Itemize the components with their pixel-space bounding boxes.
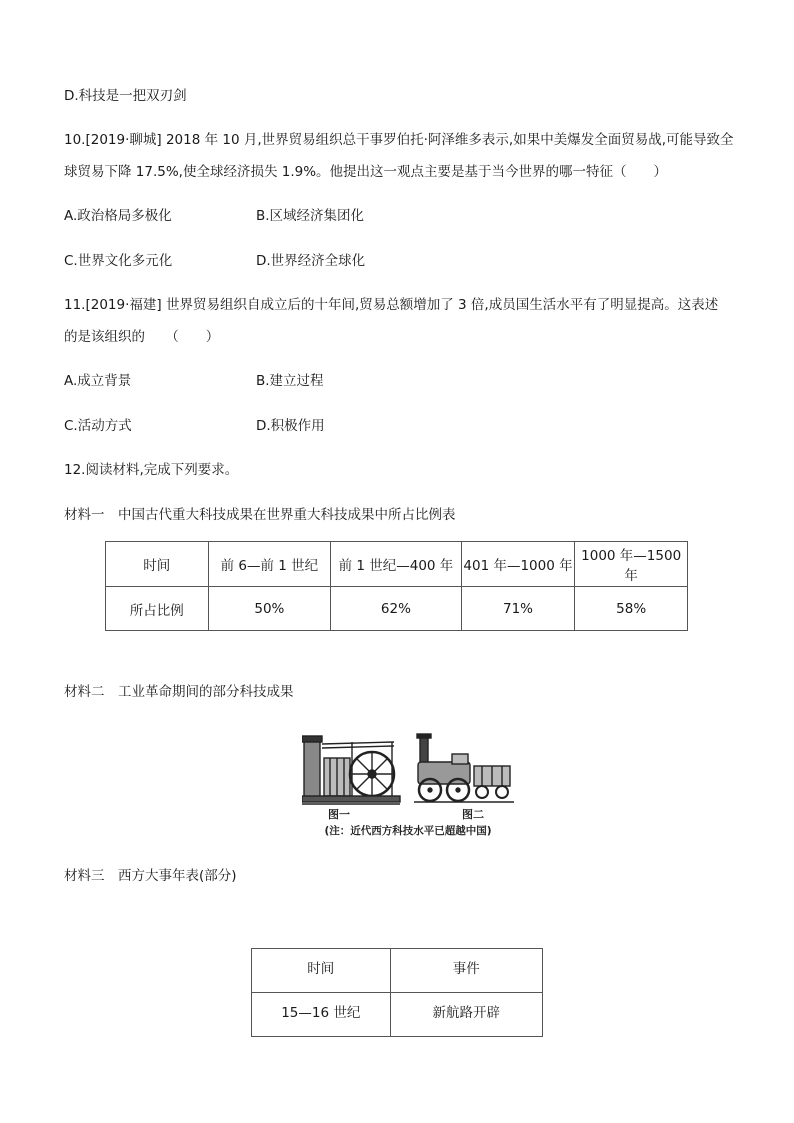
table-header-cell: 前 6—前 1 世纪	[208, 542, 331, 587]
table-cell: 62%	[331, 587, 462, 631]
table-cell: 50%	[208, 587, 331, 631]
table-cell: 新航路开辟	[390, 993, 542, 1037]
table-header-cell: 时间	[106, 542, 209, 587]
q10-stem-line1: 10.[2019·聊城] 2018 年 10 月,世界贸易组织总干事罗伯托·阿泽维多表示,如果中美爆发全面贸易战,可能导致全	[64, 132, 734, 148]
table-cell: 71%	[461, 587, 575, 631]
q10-option-c: C.世界文化多元化	[64, 253, 173, 269]
q10-option-d: D.世界经济全球化	[256, 253, 366, 269]
table-header-cell: 前 1 世纪—400 年	[331, 542, 462, 587]
figure-note: (注：近代西方科技水平已超越中国)	[324, 825, 492, 837]
material3-table	[251, 948, 543, 1037]
q9-option-d: D.科技是一把双刃剑	[64, 88, 187, 104]
steam-engine-image	[302, 736, 400, 804]
q11-stem-line2: 的是该组织的 （ ）	[64, 329, 220, 345]
material1-header-row	[106, 542, 688, 587]
table-header-cell: 时间	[252, 949, 391, 993]
table-header-cell: 401 年—1000 年	[461, 542, 575, 587]
q10-stem-line2: 球贸易下降 17.5%,使全球经济损失 1.9%。他提出这一观点主要是基于当今世界的哪一特征（ ）	[64, 164, 668, 180]
material3-title: 材料三 西方大事年表(部分)	[64, 868, 237, 884]
figure2-label: 图二	[462, 808, 484, 821]
q11-option-b: B.建立过程	[256, 373, 324, 389]
table-cell: 15—16 世纪	[252, 993, 391, 1037]
q11-option-d: D.积极作用	[256, 418, 325, 434]
table-header-cell: 1000 年—1500 年	[575, 542, 688, 587]
q10-option-b: B.区域经济集团化	[256, 208, 365, 224]
locomotive-image	[414, 734, 514, 802]
q11-option-a: A.成立背景	[64, 373, 132, 389]
material2-title: 材料二 工业革命期间的部分科技成果	[64, 684, 294, 700]
figure1-label: 图一	[328, 808, 350, 821]
q11-stem-line1: 11.[2019·福建] 世界贸易组织自成立后的十年间,贸易总额增加了 3 倍,成员国生活水平有了明显提高。这表述	[64, 297, 719, 313]
material1-title: 材料一 中国古代重大科技成果在世界重大科技成果中所占比例表	[64, 507, 456, 523]
material3-header-row	[252, 949, 543, 993]
table-header-cell: 事件	[390, 949, 542, 993]
q10-option-a: A.政治格局多极化	[64, 208, 172, 224]
table-row-label: 所占比例	[106, 587, 209, 631]
q12-prompt: 12.阅读材料,完成下列要求。	[64, 462, 239, 478]
q11-option-c: C.活动方式	[64, 418, 132, 434]
machines-illustration	[302, 732, 514, 840]
material1-data-row	[106, 587, 688, 631]
industrial-revolution-figure	[302, 732, 514, 840]
table-cell: 58%	[575, 587, 688, 631]
table-row	[252, 993, 543, 1037]
material1-table	[105, 541, 688, 631]
